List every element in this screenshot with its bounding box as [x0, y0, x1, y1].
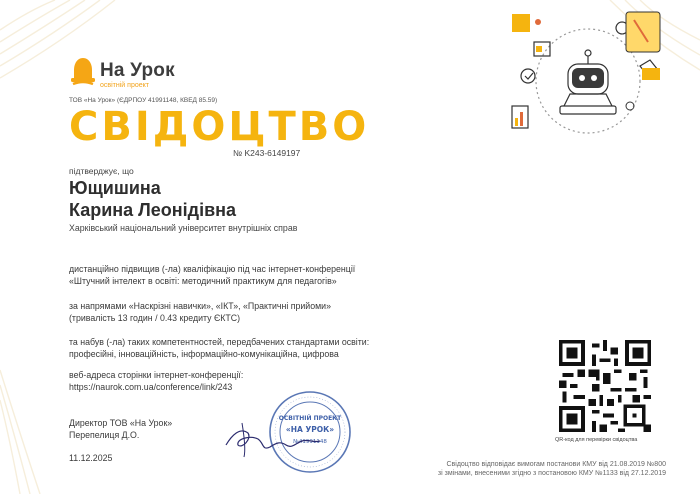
web-address-block [69, 370, 243, 393]
confirms-text: підтверджує, що [69, 166, 134, 176]
competences-block [69, 337, 369, 360]
director-title: Директор ТОВ «На Урок» [69, 418, 173, 428]
body-line: за напрямами «Наскрізні навички», «ІКТ», «Практичні прийоми» [69, 301, 331, 311]
director-name: Перепелиця Д.О. [69, 429, 140, 440]
body-line: дистанційно підвищив (-ла) кваліфікацію під час інтернет-конференції [69, 264, 356, 274]
director-block [69, 418, 172, 441]
logo-subtitle: освітній проект [100, 82, 149, 89]
duration-line: (тривалість 13 годин / 0.43 кредиту ЄКТС) [69, 312, 241, 323]
conference-link[interactable]: https://naurok.com.ua/conference/link/243 [69, 381, 233, 392]
svg-text:№41991148: №41991148 [293, 439, 327, 445]
body-line: веб-адреса сторінки інтернет-конференції: [69, 370, 244, 380]
issue-date: 11.12.2025 [69, 453, 113, 463]
footer-line: зі змінами, внесеними згідно з постановою КМУ №1133 від 27.12.2019 [437, 470, 666, 477]
body-line: професійні, інноваційність, інформаційно-комунікаційна, цифрова [69, 348, 339, 359]
robot-illustration [508, 6, 668, 156]
conference-title: «Штучний інтелект в освіті: методичний практикум для педагогів» [69, 275, 337, 286]
bell-icon [69, 56, 97, 88]
recipient-surname: Ющишина [69, 178, 161, 198]
directions-block [69, 301, 331, 324]
director-signature [222, 405, 322, 463]
recipient-given-name: Карина Леонідівна [69, 200, 237, 220]
logo-name: На Урок [100, 60, 175, 81]
body-line: та набув (-ла) таких компетентностей, передбачених стандартами освіти: [69, 337, 370, 347]
svg-text:ОСВІТНІЙ ПРОЕКТ: ОСВІТНІЙ ПРОЕКТ [278, 415, 342, 422]
certificate-number: № K243-6149197 [233, 148, 301, 158]
footer-line: Свідоцтво відповідає вимогам постанови КМУ від 21.08.2019 №800 [446, 461, 666, 468]
qr-code [559, 340, 651, 432]
qr-caption: QR-код для перевірки свідоцтва [555, 437, 638, 443]
certificate-title: СВІДОЦТВО [69, 104, 370, 150]
svg-text:«НА УРОК»: «НА УРОК» [285, 425, 335, 434]
company-line: ТОВ «На Урок» (ЄДРПОУ 41991148, КВЕД 85.59) [69, 97, 218, 104]
organization: Харківський національний університет внутрішніх справ [69, 223, 298, 233]
conference-block [69, 264, 355, 287]
legal-footer [396, 460, 666, 478]
